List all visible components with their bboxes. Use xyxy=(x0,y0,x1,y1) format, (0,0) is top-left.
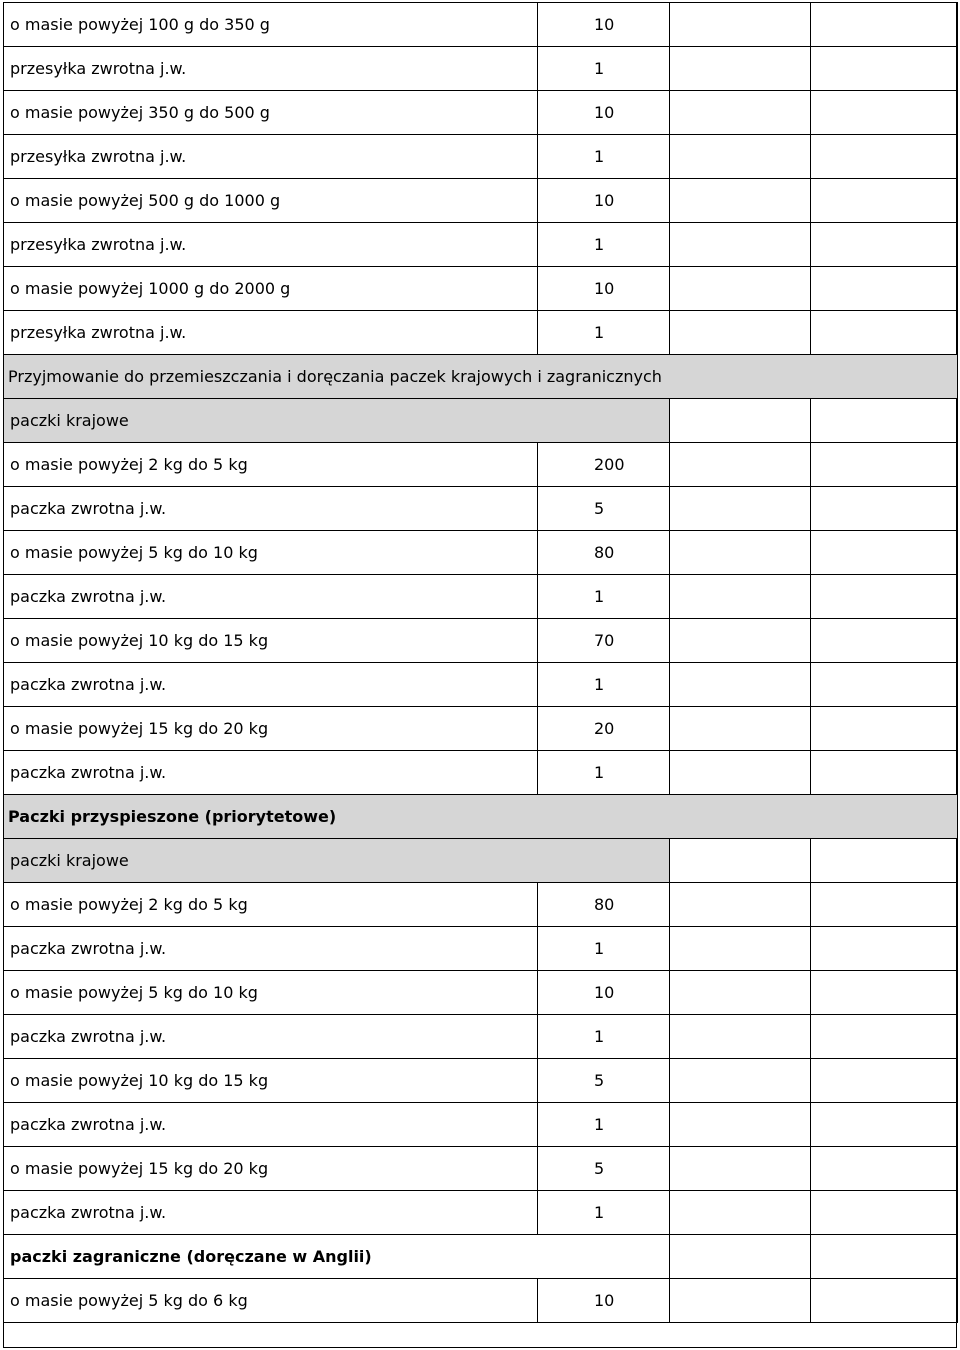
empty-cell xyxy=(811,267,958,311)
item-description: przesyłka zwrotna j.w. xyxy=(4,47,538,91)
subsection-label: paczki krajowe xyxy=(4,839,670,883)
item-quantity: 1 xyxy=(538,311,670,355)
empty-cell xyxy=(670,399,811,443)
document-page xyxy=(3,2,957,1348)
item-quantity: 1 xyxy=(538,751,670,795)
table-row xyxy=(4,1147,958,1191)
item-quantity: 1 xyxy=(538,1103,670,1147)
empty-cell xyxy=(811,443,958,487)
empty-cell xyxy=(670,311,811,355)
empty-cell xyxy=(670,619,811,663)
empty-cell xyxy=(811,311,958,355)
item-description: o masie powyżej 350 g do 500 g xyxy=(4,91,538,135)
empty-cell xyxy=(670,1279,811,1323)
item-description: o masie powyżej 15 kg do 20 kg xyxy=(4,1147,538,1191)
item-description: o masie powyżej 15 kg do 20 kg xyxy=(4,707,538,751)
empty-cell xyxy=(811,927,958,971)
table-row xyxy=(4,3,958,47)
empty-cell xyxy=(670,883,811,927)
subsection-row xyxy=(4,399,958,443)
empty-cell xyxy=(811,971,958,1015)
item-quantity: 5 xyxy=(538,487,670,531)
group-heading-row xyxy=(4,1235,958,1279)
empty-cell xyxy=(811,1103,958,1147)
empty-cell xyxy=(811,1147,958,1191)
empty-cell xyxy=(811,883,958,927)
table-row xyxy=(4,487,958,531)
item-description: paczka zwrotna j.w. xyxy=(4,927,538,971)
empty-cell xyxy=(811,839,958,883)
empty-cell xyxy=(811,179,958,223)
item-quantity: 70 xyxy=(538,619,670,663)
table-row xyxy=(4,575,958,619)
table-row xyxy=(4,619,958,663)
item-description: przesyłka zwrotna j.w. xyxy=(4,223,538,267)
item-description: paczka zwrotna j.w. xyxy=(4,575,538,619)
item-quantity: 5 xyxy=(538,1147,670,1191)
section-header-row xyxy=(4,795,958,839)
empty-cell xyxy=(670,531,811,575)
empty-cell xyxy=(670,927,811,971)
table-row xyxy=(4,47,958,91)
item-description: paczka zwrotna j.w. xyxy=(4,751,538,795)
table-row xyxy=(4,1015,958,1059)
empty-cell xyxy=(670,1191,811,1235)
empty-cell xyxy=(811,1235,958,1279)
empty-cell xyxy=(670,487,811,531)
empty-cell xyxy=(811,223,958,267)
empty-cell xyxy=(670,1103,811,1147)
table-row xyxy=(4,707,958,751)
item-quantity: 200 xyxy=(538,443,670,487)
subsection-label: paczki krajowe xyxy=(4,399,670,443)
table-row xyxy=(4,971,958,1015)
empty-cell xyxy=(670,3,811,47)
empty-cell xyxy=(670,91,811,135)
item-quantity: 1 xyxy=(538,1015,670,1059)
empty-cell xyxy=(811,1279,958,1323)
item-quantity: 10 xyxy=(538,267,670,311)
item-description: o masie powyżej 10 kg do 15 kg xyxy=(4,1059,538,1103)
item-description: o masie powyżej 2 kg do 5 kg xyxy=(4,883,538,927)
table-row xyxy=(4,135,958,179)
table-body xyxy=(4,3,958,1323)
item-quantity: 20 xyxy=(538,707,670,751)
item-quantity: 80 xyxy=(538,883,670,927)
item-quantity: 1 xyxy=(538,223,670,267)
item-description: o masie powyżej 5 kg do 10 kg xyxy=(4,531,538,575)
empty-cell xyxy=(811,531,958,575)
empty-cell xyxy=(811,619,958,663)
empty-cell xyxy=(670,223,811,267)
table-row xyxy=(4,883,958,927)
empty-cell xyxy=(670,267,811,311)
item-quantity: 10 xyxy=(538,1279,670,1323)
subsection-row xyxy=(4,839,958,883)
empty-cell xyxy=(811,91,958,135)
empty-cell xyxy=(670,839,811,883)
empty-cell xyxy=(811,751,958,795)
item-quantity: 1 xyxy=(538,1191,670,1235)
item-description: przesyłka zwrotna j.w. xyxy=(4,135,538,179)
price-table xyxy=(3,2,958,1323)
item-quantity: 1 xyxy=(538,135,670,179)
empty-cell xyxy=(811,135,958,179)
item-quantity: 10 xyxy=(538,179,670,223)
empty-cell xyxy=(811,1059,958,1103)
empty-cell xyxy=(670,1235,811,1279)
item-quantity: 1 xyxy=(538,663,670,707)
empty-cell xyxy=(811,399,958,443)
item-description: paczka zwrotna j.w. xyxy=(4,487,538,531)
item-description: paczka zwrotna j.w. xyxy=(4,1103,538,1147)
empty-cell xyxy=(670,1147,811,1191)
item-quantity: 10 xyxy=(538,971,670,1015)
empty-cell xyxy=(811,707,958,751)
empty-cell xyxy=(811,47,958,91)
empty-cell xyxy=(670,1015,811,1059)
item-quantity: 10 xyxy=(538,3,670,47)
empty-cell xyxy=(670,443,811,487)
empty-cell xyxy=(811,663,958,707)
empty-cell xyxy=(670,751,811,795)
table-row xyxy=(4,1279,958,1323)
item-quantity: 1 xyxy=(538,927,670,971)
table-row xyxy=(4,1103,958,1147)
item-description: o masie powyżej 100 g do 350 g xyxy=(4,3,538,47)
table-row xyxy=(4,91,958,135)
table-row xyxy=(4,443,958,487)
item-description: o masie powyżej 10 kg do 15 kg xyxy=(4,619,538,663)
item-description: paczka zwrotna j.w. xyxy=(4,1191,538,1235)
item-description: o masie powyżej 5 kg do 6 kg xyxy=(4,1279,538,1323)
section-title: Paczki przyspieszone (priorytetowe) xyxy=(4,795,958,839)
empty-cell xyxy=(811,575,958,619)
item-quantity: 1 xyxy=(538,575,670,619)
empty-cell xyxy=(811,487,958,531)
table-row xyxy=(4,223,958,267)
table-row xyxy=(4,267,958,311)
empty-cell xyxy=(670,47,811,91)
item-description: paczka zwrotna j.w. xyxy=(4,1015,538,1059)
table-row xyxy=(4,663,958,707)
section-header-row xyxy=(4,355,958,399)
item-description: przesyłka zwrotna j.w. xyxy=(4,311,538,355)
empty-cell xyxy=(670,179,811,223)
item-description: o masie powyżej 2 kg do 5 kg xyxy=(4,443,538,487)
table-row xyxy=(4,927,958,971)
table-row xyxy=(4,1059,958,1103)
empty-cell xyxy=(811,1015,958,1059)
table-row xyxy=(4,751,958,795)
empty-cell xyxy=(670,575,811,619)
empty-cell xyxy=(670,1059,811,1103)
empty-cell xyxy=(811,3,958,47)
table-row xyxy=(4,531,958,575)
item-quantity: 80 xyxy=(538,531,670,575)
item-quantity: 5 xyxy=(538,1059,670,1103)
empty-cell xyxy=(811,1191,958,1235)
empty-cell xyxy=(670,971,811,1015)
item-description: o masie powyżej 1000 g do 2000 g xyxy=(4,267,538,311)
empty-cell xyxy=(670,663,811,707)
empty-cell xyxy=(670,135,811,179)
item-quantity: 10 xyxy=(538,91,670,135)
empty-cell xyxy=(670,707,811,751)
item-quantity: 1 xyxy=(538,47,670,91)
group-heading: paczki zagraniczne (doręczane w Anglii) xyxy=(4,1235,670,1279)
item-description: paczka zwrotna j.w. xyxy=(4,663,538,707)
item-description: o masie powyżej 5 kg do 10 kg xyxy=(4,971,538,1015)
table-row xyxy=(4,179,958,223)
table-row xyxy=(4,311,958,355)
section-title: Przyjmowanie do przemieszczania i doręczania paczek krajowych i zagranicznych xyxy=(4,355,958,399)
table-row xyxy=(4,1191,958,1235)
item-description: o masie powyżej 500 g do 1000 g xyxy=(4,179,538,223)
